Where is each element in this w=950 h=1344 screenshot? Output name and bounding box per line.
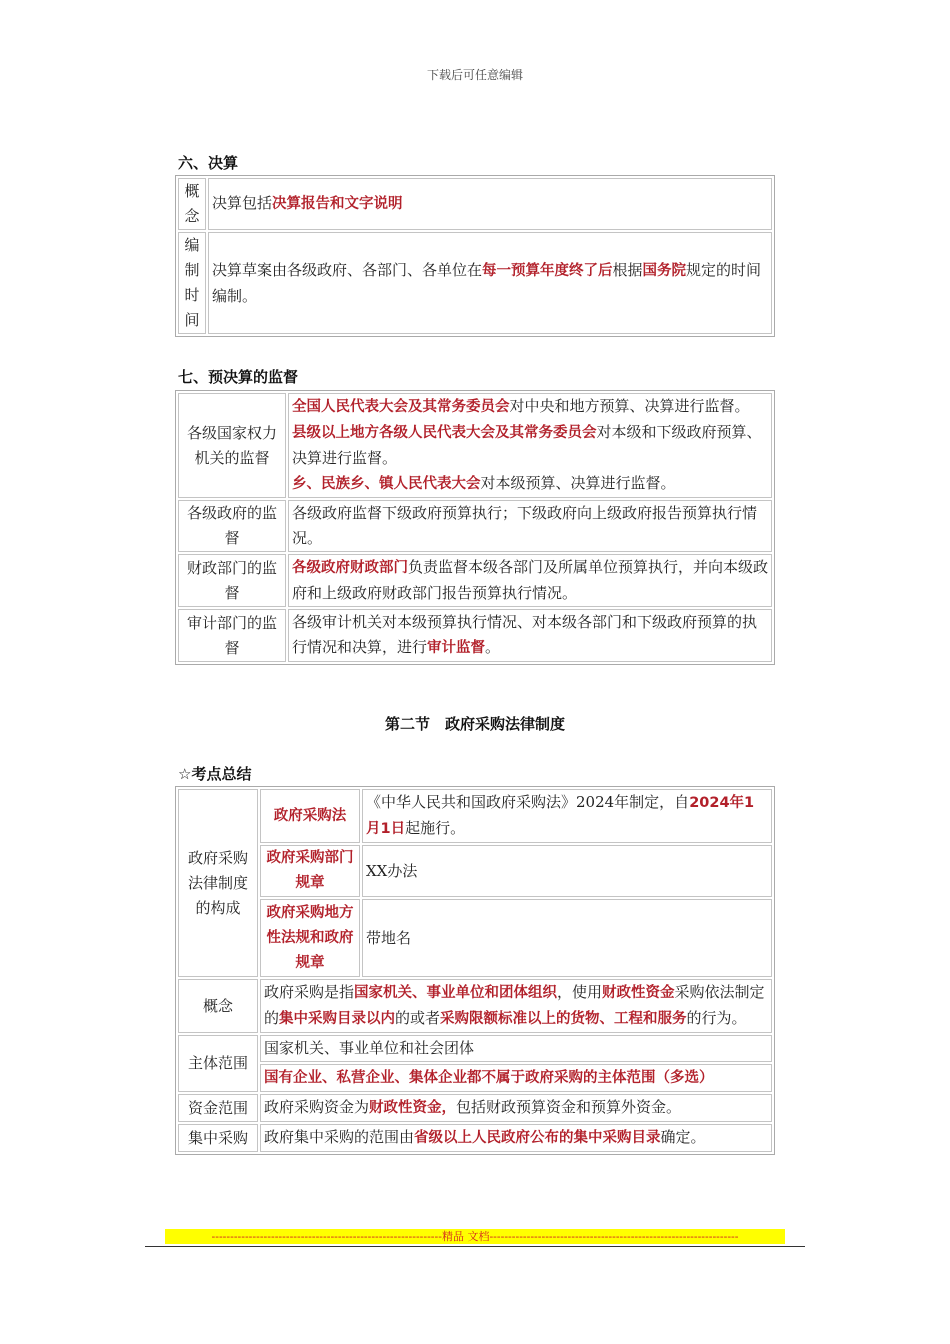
local-rules-name: 政府采购地方性法规和政府规章 — [260, 899, 360, 977]
row-label: 概念 — [178, 178, 206, 230]
row-label: 集中采购 — [178, 1124, 258, 1152]
row-content: 政府采购资金为财政性资金，包括财政预算资金和预算外资金。 — [260, 1094, 772, 1122]
row-label: 概念 — [178, 979, 258, 1033]
row-content: 全国人民代表大会及其常务委员会对中央和地方预算、决算进行监督。 县级以上地方各级人民代表大会及其常务委员会对本级和下级政府预算、决算进行监督。 乡、民族乡、镇人民代表大会对本级预算、决算进行监督。 — [288, 393, 772, 498]
row-content: 各级政府财政部门负责监督本级各部门及所属单位预算执行，并向本级政府和上级政府财政部门报告预算执行情况。 — [288, 554, 772, 607]
row-content: 各级政府监督下级政府预算执行；下级政府向上级政府报告预算执行情况。 — [288, 500, 772, 552]
row-label: 主体范围 — [178, 1035, 258, 1092]
footer-divider — [145, 1246, 805, 1247]
table-row — [178, 232, 772, 334]
table-row — [178, 500, 772, 552]
table-row — [178, 393, 772, 498]
table-row — [178, 554, 772, 607]
section-6-table — [175, 175, 775, 337]
row-content: 各级审计机关对本级预算执行情况、对本级各部门和下级政府预算的执行情况和决算，进行审计监督。 — [288, 609, 772, 662]
row-content: 国家机关、事业单位和社会团体 — [260, 1035, 772, 1062]
row-label: 政府采购法律制度的构成 — [178, 789, 258, 977]
table-row — [178, 609, 772, 662]
procurement-table — [175, 786, 775, 1155]
table-row — [178, 1094, 772, 1122]
table-row — [178, 1124, 772, 1152]
row-label: 资金范围 — [178, 1094, 258, 1122]
row-label: 财政部门的监督 — [178, 554, 286, 607]
row-label: 各级政府的监督 — [178, 500, 286, 552]
row-label: 各级国家权力机关的监督 — [178, 393, 286, 498]
footer-banner: --------------------------------------------------------------精品 文档------------------------------------------------------------------- — [165, 1229, 785, 1244]
section-7-title: 七、预决算的监督 — [178, 368, 299, 386]
row-content: XX办法 — [362, 845, 772, 897]
section-6-title: 六、决算 — [178, 154, 239, 172]
row-label: 审计部门的监督 — [178, 609, 286, 662]
law-name: 政府采购法 — [260, 789, 360, 843]
section-heading: 第二节 政府采购法律制度 — [384, 715, 565, 733]
row-content: 政府采购是指国家机关、事业单位和团体组织，使用财政性资金采购依法制定的集中采购目录以内的或者采购限额标准以上的货物、工程和服务的行为。 — [260, 979, 772, 1033]
summary-title: ☆考点总结 — [178, 765, 252, 783]
table-row — [178, 979, 772, 1033]
table-row — [178, 845, 772, 897]
page-header: 下载后可任意编辑 — [426, 68, 523, 82]
table-row — [178, 899, 772, 977]
row-content: 国有企业、私营企业、集体企业都不属于政府采购的主体范围（多选） — [260, 1064, 772, 1092]
section-7-table — [175, 390, 775, 665]
row-content: 带地名 — [362, 899, 772, 977]
table-row — [178, 1064, 772, 1092]
row-content: 决算草案由各级政府、各部门、各单位在每一预算年度终了后根据国务院规定的时间编制。 — [208, 232, 772, 334]
table-row — [178, 789, 772, 843]
dept-rules-name: 政府采购部门规章 — [260, 845, 360, 897]
row-content: 决算包括决算报告和文字说明 — [208, 178, 772, 230]
row-content: 《中华人民共和国政府采购法》2024年制定，自2024年1月1日起施行。 — [362, 789, 772, 843]
row-content: 政府集中采购的范围由省级以上人民政府公布的集中采购目录确定。 — [260, 1124, 772, 1152]
table-row — [178, 178, 772, 230]
row-label: 编制时间 — [178, 232, 206, 334]
table-row — [178, 1035, 772, 1062]
